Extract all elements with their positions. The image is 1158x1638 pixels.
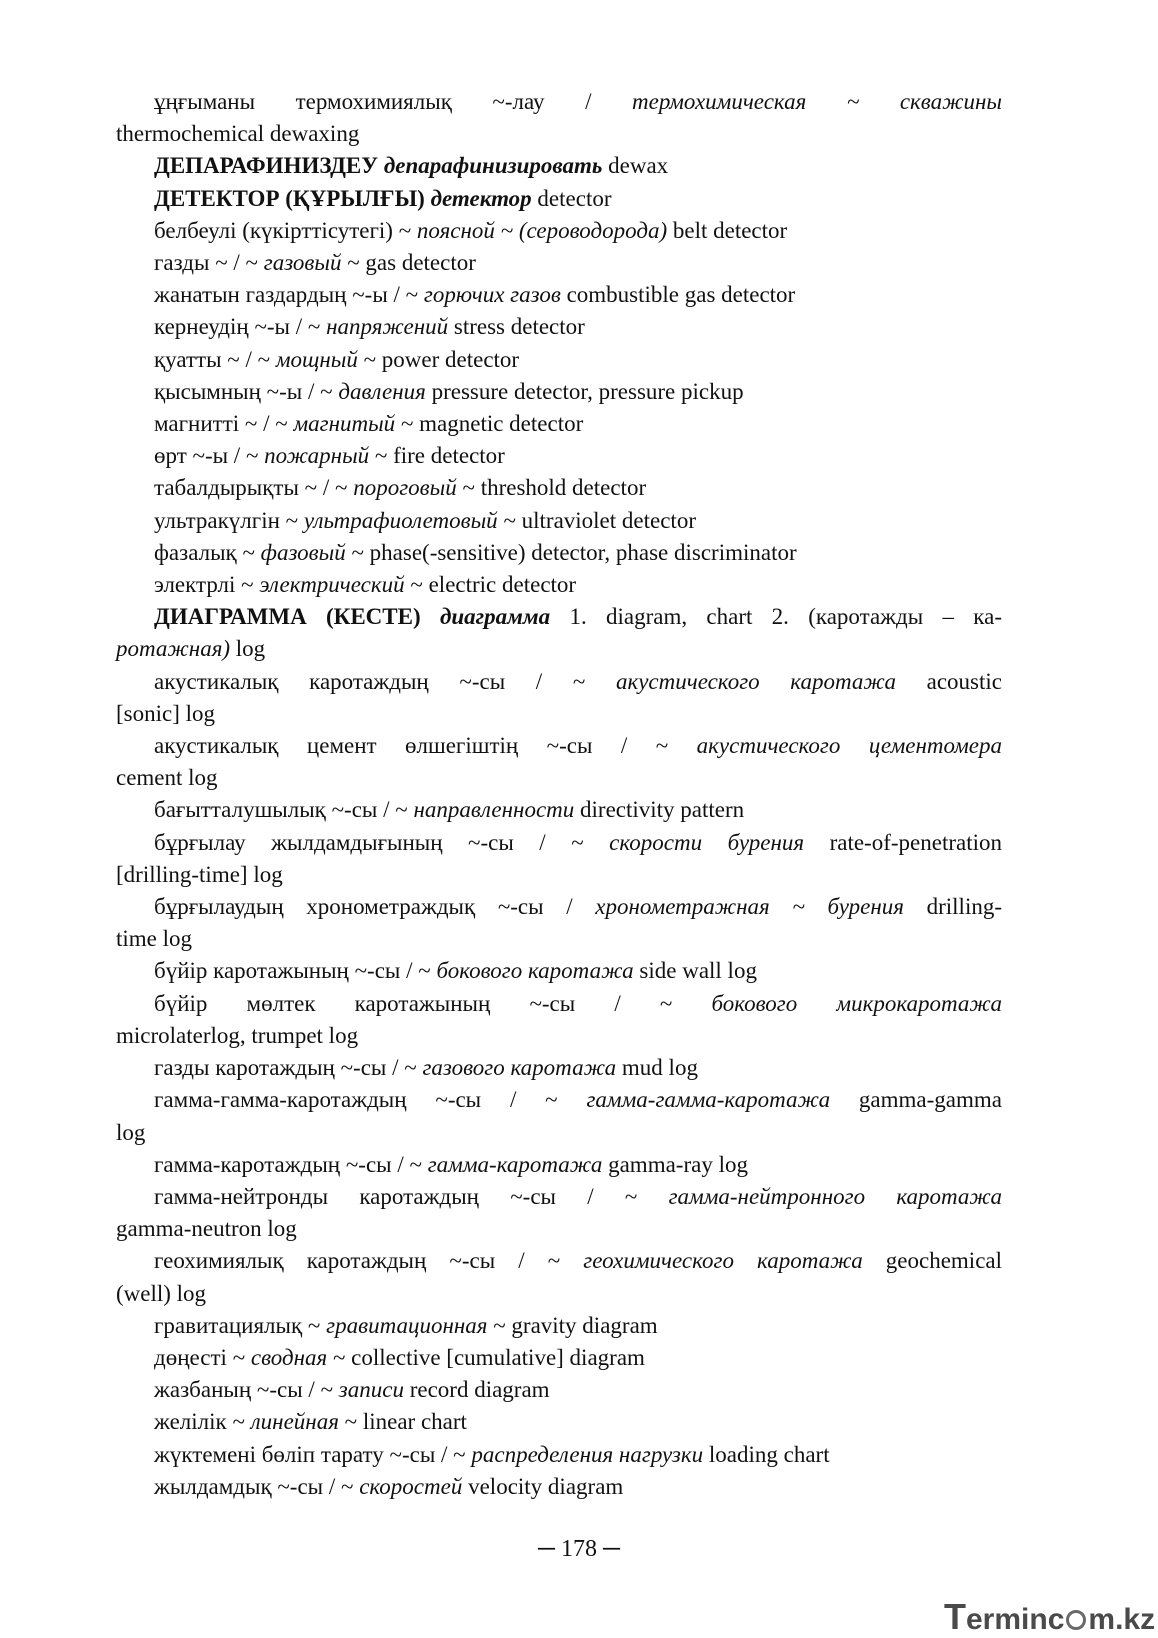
term-text: microlaterlog, trumpet log bbox=[116, 1022, 359, 1048]
term-text: желілік ~ bbox=[154, 1409, 251, 1435]
search-icon bbox=[1066, 1610, 1086, 1630]
term-text: жылдамдық ~-сы / ~ bbox=[154, 1473, 360, 1499]
russian-term: давления bbox=[338, 378, 426, 404]
term-text: log bbox=[230, 636, 266, 662]
term-text: record diagram bbox=[403, 1377, 550, 1403]
entry-line bbox=[116, 923, 1002, 955]
russian-term: гамма-гамма-каротажа bbox=[586, 1087, 831, 1113]
page-number: ─ 178 ─ bbox=[537, 1536, 620, 1562]
entry-line bbox=[116, 537, 1002, 569]
russian-term: газового каротажа bbox=[422, 1055, 617, 1081]
term-text: 1. diagram, chart 2. ( bbox=[550, 604, 816, 630]
term-text: магнитті ~ / ~ bbox=[154, 411, 294, 437]
term-text: жанатын газдардың ~-ы / ~ bbox=[154, 282, 424, 308]
entry-line bbox=[116, 1374, 1002, 1406]
entry-line bbox=[116, 1406, 1002, 1438]
entry-line bbox=[116, 698, 1002, 730]
term-text: [sonic] log bbox=[116, 700, 216, 726]
dictionary-page bbox=[116, 86, 1002, 1503]
entry-line bbox=[116, 279, 1002, 311]
term-text: acoustic bbox=[895, 668, 1002, 694]
entry-line bbox=[116, 344, 1002, 376]
term-text: ~ ultraviolet detector bbox=[497, 507, 696, 533]
russian-term: записи bbox=[338, 1377, 404, 1403]
term-text: velocity diagram bbox=[462, 1473, 624, 1499]
term-text: ~ magnetic detector bbox=[395, 411, 584, 437]
entry-line bbox=[116, 1084, 1002, 1116]
russian-term: ультрафиолетовый bbox=[303, 507, 498, 533]
entry-line bbox=[116, 988, 1002, 1020]
russian-term: газовый bbox=[263, 250, 342, 276]
russian-term: магнитый bbox=[293, 411, 396, 437]
term-text: гамма-нейтронды каротаждың ~-сы / ~ bbox=[154, 1183, 669, 1209]
headword-translation: диаграмма bbox=[439, 604, 551, 630]
russian-term: скорости бурения bbox=[609, 829, 805, 855]
term-text: rate-of-penetration bbox=[804, 829, 1002, 855]
term-text: ультракүлгін ~ bbox=[154, 507, 304, 533]
term-text: ~ phase(-sensitive) detector, phase discriminator bbox=[345, 539, 797, 565]
term-text: бүйір мөлтек каротажының ~-сы / ~ bbox=[154, 990, 712, 1016]
term-text: қысымның ~-ы / ~ bbox=[154, 378, 339, 404]
term-text: time log bbox=[116, 926, 193, 952]
headword: ДИАГРАММА (КЕСТЕ) bbox=[154, 604, 440, 630]
term-text: ~ gas detector bbox=[341, 250, 476, 276]
term-text: gamma-gamma bbox=[830, 1087, 1002, 1113]
term-text: акустикалық каротаждың ~-сы / ~ bbox=[154, 668, 616, 694]
russian-term: гравитационная bbox=[326, 1312, 488, 1338]
entry-line bbox=[116, 1310, 1002, 1342]
entry-line bbox=[116, 1278, 1002, 1310]
term-text: ұңғыманы термохимиялық ~-лау / bbox=[154, 89, 633, 114]
entry-line bbox=[116, 1213, 1002, 1245]
term-text: электрлі ~ bbox=[154, 572, 260, 598]
term-text: акустикалық цемент өлшегіштің ~-сы / ~ bbox=[154, 733, 697, 759]
term-text: combustible gas detector bbox=[560, 282, 796, 308]
russian-term: бокового микрокаротажа bbox=[711, 990, 1003, 1016]
entry-line bbox=[116, 955, 1002, 987]
term-text: ~ collective [cumulative] diagram bbox=[327, 1344, 645, 1370]
term-text: газды ~ / ~ bbox=[154, 250, 264, 276]
entry-line bbox=[116, 408, 1002, 440]
russian-term: геохимического каротажа bbox=[583, 1248, 863, 1274]
term-text: pressure detector, pressure pickup bbox=[425, 378, 744, 404]
watermark-text: erminc bbox=[966, 1603, 1065, 1636]
term-text: жүктемені бөліп тарату ~-сы / ~ bbox=[154, 1441, 472, 1467]
russian-term: поясной ~ (сероводорода) bbox=[416, 217, 668, 243]
russian-term: гамма-нейтронного каротажа bbox=[668, 1183, 1002, 1209]
term-text: gamma-ray log bbox=[602, 1151, 748, 1177]
term-text: thermochemical dewaxing bbox=[116, 121, 360, 147]
russian-term: горючих газов bbox=[423, 282, 561, 308]
term-text: stress detector bbox=[448, 314, 585, 340]
entry-line bbox=[116, 794, 1002, 826]
russian-term: распределения нагрузки bbox=[471, 1441, 704, 1467]
entry-line bbox=[116, 1342, 1002, 1374]
term-text: дөңесті ~ bbox=[154, 1344, 251, 1370]
headword: ДЕПАРАФИНИЗДЕУ bbox=[154, 153, 384, 179]
term-text: жазбаның ~-сы / ~ bbox=[154, 1377, 339, 1403]
entry-line bbox=[116, 891, 1002, 923]
entry-line bbox=[116, 1471, 1002, 1503]
term-text: геохимиялық каротаждың ~-сы / ~ bbox=[154, 1248, 584, 1274]
term-text: гравитациялық ~ bbox=[154, 1312, 327, 1338]
term-text: dewax bbox=[602, 153, 669, 179]
entry-line bbox=[116, 150, 1002, 182]
term-text: ~ gravity diagram bbox=[487, 1312, 658, 1338]
term-text: өрт ~-ы / ~ bbox=[154, 443, 265, 469]
russian-term: ротажная) bbox=[116, 636, 231, 662]
russian-term: акустического цементомера bbox=[696, 733, 1002, 759]
entry-line bbox=[116, 1149, 1002, 1181]
term-text: кернеудің ~-ы / ~ bbox=[154, 314, 327, 340]
term-text: gamma-neutron log bbox=[116, 1216, 297, 1242]
entry-line bbox=[116, 1020, 1002, 1052]
russian-term: фазовый bbox=[260, 539, 346, 565]
russian-term: скоростей bbox=[359, 1473, 463, 1499]
entry-line bbox=[116, 183, 1002, 215]
watermark-domain: m.kz bbox=[1088, 1603, 1156, 1636]
entry-line bbox=[116, 666, 1002, 698]
entry-line bbox=[116, 1439, 1002, 1471]
term-text: directivity pattern bbox=[574, 797, 745, 823]
russian-term: электрический bbox=[259, 572, 405, 598]
term-text: гамма-гамма-каротаждың ~-сы / ~ bbox=[154, 1087, 587, 1113]
term-text: бұрғылау жылдамдығының ~-сы / ~ bbox=[154, 829, 610, 855]
term-text: log bbox=[116, 1119, 146, 1145]
entry-line bbox=[116, 118, 1002, 150]
headword-translation: детектор bbox=[430, 185, 532, 211]
headword-translation: депарафинизировать bbox=[383, 153, 603, 179]
entry-line bbox=[116, 376, 1002, 408]
term-text: бүйір каротажының ~-сы / ~ bbox=[154, 958, 437, 984]
entry-line bbox=[116, 601, 1002, 633]
entry-line bbox=[116, 311, 1002, 343]
russian-term: мощный bbox=[275, 346, 358, 372]
term-text: белбеулі (күкірттісутегі) ~ bbox=[154, 217, 417, 243]
russian-term: гамма-каротажа bbox=[427, 1151, 603, 1177]
entry-line bbox=[116, 1181, 1002, 1213]
entry-line bbox=[116, 633, 1002, 665]
term-text: табалдырықты ~ / ~ bbox=[154, 475, 354, 501]
russian-term: напряжений bbox=[326, 314, 449, 340]
term-text: mud log bbox=[616, 1055, 698, 1081]
term-text: гамма-каротаждың ~-сы / ~ bbox=[154, 1151, 428, 1177]
entry-line bbox=[116, 247, 1002, 279]
term-text: geochemical bbox=[862, 1248, 1003, 1274]
term-text: каротажды – ка- bbox=[815, 604, 1003, 630]
term-text: қуатты ~ / ~ bbox=[154, 346, 276, 372]
russian-term: сводная bbox=[250, 1344, 328, 1370]
term-text: drilling- bbox=[903, 894, 1003, 920]
entry-line bbox=[116, 472, 1002, 504]
watermark-logo bbox=[944, 1596, 1155, 1638]
term-text: side wall log bbox=[633, 958, 757, 984]
entry-line bbox=[116, 440, 1002, 472]
russian-term: пожарный bbox=[264, 443, 370, 469]
term-text: ~ electric detector bbox=[404, 572, 577, 598]
entry-line bbox=[116, 859, 1002, 891]
term-text: фазалық ~ bbox=[154, 539, 261, 565]
entry-line bbox=[116, 215, 1002, 247]
term-text: ~ threshold detector bbox=[456, 475, 647, 501]
russian-term: линейная bbox=[250, 1409, 339, 1435]
headword: ДЕТЕКТОР (ҚҰРЫЛҒЫ) bbox=[154, 185, 431, 211]
term-text: бұрғылаудың хронометраждық ~-сы / bbox=[154, 894, 596, 920]
term-text: ~ fire detector bbox=[369, 443, 505, 469]
entry-line bbox=[116, 86, 1002, 118]
term-text: detector bbox=[531, 185, 612, 211]
russian-term: хронометражная ~ бурения bbox=[595, 894, 904, 920]
term-text: газды каротаждың ~-сы / ~ bbox=[154, 1055, 423, 1081]
term-text: [drilling-time] log bbox=[116, 861, 283, 887]
russian-term: бокового каротажа bbox=[436, 958, 634, 984]
term-text: ~ power detector bbox=[357, 346, 520, 372]
entry-line bbox=[116, 762, 1002, 794]
entry-line bbox=[116, 1117, 1002, 1149]
russian-term: пороговый bbox=[353, 475, 457, 501]
entry-line bbox=[116, 569, 1002, 601]
term-text: belt detector bbox=[667, 217, 788, 243]
watermark-letter: T bbox=[944, 1596, 966, 1637]
term-text: (well) log bbox=[116, 1280, 207, 1306]
term-text: cement log bbox=[116, 765, 218, 791]
term-text: loading chart bbox=[703, 1441, 830, 1467]
russian-term: термохимическая ~ скважины bbox=[632, 89, 1003, 114]
term-text: бағытталушылық ~-сы / ~ bbox=[154, 797, 414, 823]
entry-line bbox=[116, 827, 1002, 859]
entry-line bbox=[116, 730, 1002, 762]
russian-term: акустического каротажа bbox=[615, 668, 896, 694]
term-text: ~ linear chart bbox=[338, 1409, 467, 1435]
entry-line bbox=[116, 1052, 1002, 1084]
entry-line bbox=[116, 1245, 1002, 1277]
entry-line bbox=[116, 505, 1002, 537]
russian-term: направленности bbox=[413, 797, 575, 823]
